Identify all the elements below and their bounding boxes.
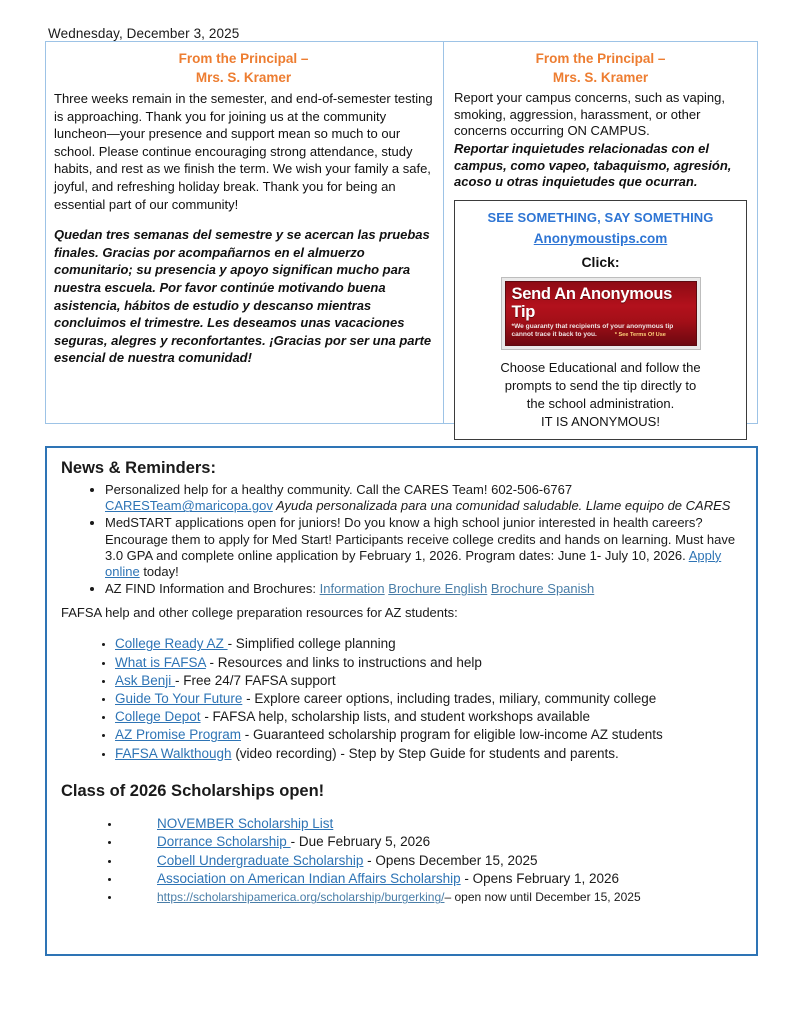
aaia-scholarship-link[interactable]: Association on American Indian Affairs Scholarship — [157, 871, 461, 887]
tip-banner-subtext — [512, 323, 690, 339]
news-and-reminders-box — [45, 446, 758, 956]
principal-right-heading-line2: Mrs. S. Kramer — [552, 70, 649, 85]
cares-intro-text: Personalized help for a healthy community. Call the CARES Team! — [105, 482, 492, 497]
news-section-title: News & Reminders: — [61, 459, 216, 477]
principal-right-heading-line1: From the Principal – — [535, 51, 666, 66]
tip-banner-terms-text: * See Terms Of Use — [614, 332, 666, 339]
list-item-college-ready-az — [115, 635, 744, 653]
az-find-brochure-spanish-link[interactable]: Brochure Spanish — [490, 581, 595, 597]
ask-benji-link[interactable]: Ask Benji — [115, 672, 176, 688]
az-find-information-link[interactable]: Information — [319, 581, 385, 597]
ask-benji-desc: - Free 24/7 FAFSA support — [175, 672, 336, 688]
list-item-burger-king-scholarship — [121, 888, 744, 906]
az-find-prefix-text: AZ FIND Information and Brochures — [105, 581, 313, 597]
list-item-cobell-scholarship — [121, 852, 744, 870]
cobell-scholarship-desc: - Opens December 15, 2025 — [363, 852, 538, 868]
news-bullet-list — [59, 482, 744, 597]
principal-right-spanish-paragraph: Reportar inquietudes relacionadas con el campus, como vapeo, tabaquismo, agresión, acoso u otras inquietudes que ocurran. — [454, 140, 732, 190]
tip-banner-headline: Send An Anonymous Tip — [511, 285, 673, 322]
date-line: Wednesday, December 3, 2025 — [48, 26, 240, 41]
tip-banner-guaranty-text: *We guaranty that recipients of your anonymous tip cannot trace it back to you. — [511, 323, 674, 339]
apply-online-link[interactable]: Apply online — [105, 547, 722, 580]
list-item-fafsa-walkthough — [115, 745, 744, 763]
az-promise-program-desc: - Guaranteed scholarship program for eligible low-income AZ students — [241, 727, 663, 743]
medstart-text-after-link: today! — [139, 564, 179, 580]
list-item-az-find — [105, 581, 744, 597]
paragraph-spacer — [54, 213, 433, 226]
tip-box-instructions — [461, 359, 740, 431]
principal-left-cell — [46, 42, 444, 423]
cares-phone-number: 602-506-6767 — [491, 482, 573, 497]
tip-instruction-line-1: Choose Educational and follow the — [500, 359, 701, 375]
fafsa-walkthough-desc: (video recording) - Step by Step Guide for students and parents. — [231, 745, 619, 761]
principal-right-english-paragraph: Report your campus concerns, such as vaping, smoking, aggression, harassment, or other concerns occurring ON CAMPUS. — [454, 90, 725, 139]
what-is-fafsa-link[interactable]: What is FAFSA — [115, 654, 206, 670]
list-item-aaia-scholarship — [121, 870, 744, 888]
tip-instruction-line-3: the school administration. — [526, 395, 675, 411]
what-is-fafsa-desc: - Resources and links to instructions and help — [205, 654, 482, 670]
aaia-scholarship-desc: - Opens February 1, 2026 — [460, 871, 620, 887]
principal-message-table — [45, 41, 758, 429]
college-depot-link[interactable]: College Depot — [115, 709, 201, 725]
burger-king-scholarship-link[interactable]: https://scholarshipamerica.org/scholarship/burgerking/ — [157, 890, 445, 905]
az-find-brochure-english-link[interactable]: Brochure English — [388, 581, 488, 597]
az-promise-program-link[interactable]: AZ Promise Program — [115, 727, 242, 743]
college-depot-desc: - FAFSA help, scholarship lists, and student workshops available — [200, 709, 591, 725]
principal-right-cell — [444, 42, 757, 429]
send-anonymous-tip-banner[interactable] — [505, 281, 697, 345]
burger-king-scholarship-desc: – open now until December 15, 2025 — [444, 890, 641, 905]
list-item-cares — [105, 482, 744, 514]
tip-box-title: SEE SOMETHING, SAY SOMETHING — [487, 210, 714, 226]
principal-left-heading — [54, 49, 433, 87]
list-item-college-depot — [115, 708, 744, 726]
principal-right-heading — [454, 49, 747, 87]
cares-email-link[interactable]: CARESTeam@maricopa.gov — [105, 498, 273, 514]
cares-spanish-text: Ayuda personalizada para una comunidad saludable. Llame equipo de CARES — [272, 498, 731, 514]
guide-to-your-future-desc: - Explore career options, including trades, miliary, community college — [242, 691, 657, 707]
principal-left-spanish-paragraph: Quedan tres semanas del semestre y se acercan las pruebas finales. Gracias por acompañarnos en el almuerzo comunitario; su presencia y apoyo significan mucho para nuestra escuela. Por favor continúe motivando buena asistencia, hábitos de estudio y descanso mientras concluimos el trimestre. Les deseamos unas vacaciones seguras, alegres y reconfortantes. ¡Gracias por ser una parte esencial de nuestra comunidad! — [54, 227, 432, 366]
az-find-colon: : — [312, 581, 316, 597]
principal-left-heading-line2: Mrs. S. Kramer — [195, 70, 292, 85]
fafsa-resource-list — [59, 635, 744, 762]
list-item-guide-to-your-future — [115, 690, 744, 708]
dorrance-scholarship-desc: - Due February 5, 2026 — [290, 834, 431, 850]
guide-to-your-future-link[interactable]: Guide To Your Future — [115, 691, 243, 707]
send-anonymous-tip-button[interactable] — [501, 277, 701, 349]
list-item-az-promise-program — [115, 726, 744, 744]
principal-left-heading-line1: From the Principal – — [178, 51, 309, 66]
list-item-what-is-fafsa — [115, 654, 744, 672]
scholarship-list — [59, 815, 744, 907]
list-item-november-scholarship-list — [121, 815, 744, 833]
cobell-scholarship-link[interactable]: Cobell Undergraduate Scholarship — [157, 852, 364, 868]
tip-click-label: Click: — [581, 254, 620, 271]
dorrance-scholarship-link[interactable]: Dorrance Scholarship — [157, 834, 291, 850]
fafsa-lead-line: FAFSA help and other college preparation resources for AZ students: — [61, 605, 458, 621]
fafsa-walkthough-link[interactable]: FAFSA Walkthough — [115, 745, 232, 761]
tip-instruction-line-4: IT IS ANONYMOUS! — [541, 413, 660, 429]
tip-instruction-line-2: prompts to send the tip directly to — [504, 377, 697, 393]
principal-left-english-paragraph: Three weeks remain in the semester, and end-of-semester testing is approaching. Thank you for joining us at the community luncheon—your presence and support mean so much to our school. Please continue encouraging strong attendance, study habits, and rest as we finish the term. We wish your family a safe, joyful, and refreshing holiday break. Thank you for being an essential part of our community! — [54, 91, 433, 212]
college-ready-az-desc: - Simplified college planning — [227, 636, 396, 652]
college-ready-az-link[interactable]: College Ready AZ — [115, 636, 228, 652]
anonymoustips-link[interactable]: Anonymoustips.com — [533, 231, 668, 247]
anonymous-tip-box — [454, 200, 747, 439]
list-item-ask-benji — [115, 672, 744, 690]
november-scholarship-list-link[interactable]: NOVEMBER Scholarship List — [157, 815, 334, 831]
list-item-dorrance-scholarship — [121, 833, 744, 851]
scholarships-section-title: Class of 2026 Scholarships open! — [61, 781, 325, 800]
list-item-medstart — [105, 515, 744, 580]
medstart-text-before-link: MedSTART applications open for juniors! Do you know a high school junior interested in health careers? Encourage them to apply for Med Start! Participants receive college credits and hands on learning. Must have 3.0 GPA and complete online application by February 1, 2026. Program dates: June 1- July 10, 2026. — [105, 515, 736, 563]
